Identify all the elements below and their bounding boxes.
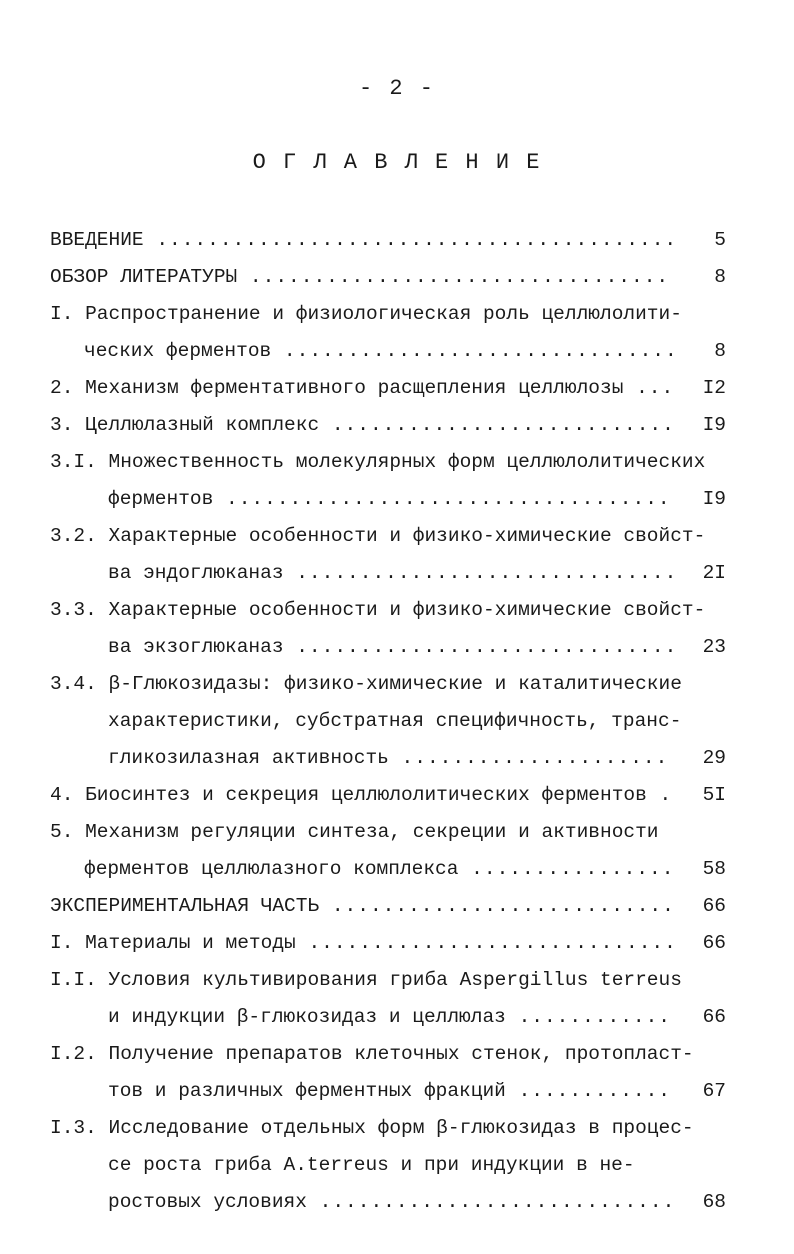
toc-page-number: 2I: [702, 562, 726, 584]
toc-entry: [50, 407, 726, 444]
toc-entry-text: и индукции β-глюкозидаз и целлюлаз .....: [108, 999, 672, 1036]
toc-entry: [50, 444, 726, 481]
toc-entry-text: 3.4. β-Глюкозидазы: физико-химические и каталитические: [50, 673, 682, 695]
toc-entry: [50, 740, 726, 777]
toc-entry: [50, 481, 726, 518]
toc-page-number: 23: [702, 636, 726, 658]
toc-entry: [50, 555, 726, 592]
toc-entry-text: ферментов целлюлазного комплекса .....: [84, 851, 672, 888]
toc-entry-text: ВВЕДЕНИЕ .....: [50, 222, 672, 259]
toc-entry: [50, 1184, 726, 1221]
toc-entry-text: ЭКСПЕРИМЕНТАЛЬНАЯ ЧАСТЬ .....: [50, 888, 672, 925]
toc-entry: [50, 1147, 726, 1184]
toc-page-number: I9: [702, 414, 726, 436]
toc-entry: [50, 592, 726, 629]
toc-page-number: 29: [702, 747, 726, 769]
toc-entry: [50, 666, 726, 703]
toc-entry-text: I. Материалы и методы .....: [50, 925, 672, 962]
toc-page-number: 5I: [702, 784, 726, 806]
toc-entry: [50, 962, 726, 999]
toc-entry-text: 4. Биосинтез и секреция целлюлолитических ферментов .....: [50, 777, 672, 814]
toc-entry-text: I.I. Условия культивирования гриба Aspergillus terreus: [50, 969, 682, 991]
toc-entry: [50, 777, 726, 814]
toc-page-number: 58: [702, 858, 726, 880]
toc-entry: [50, 222, 726, 259]
toc-entry-text: I. Распространение и физиологическая роль целлюлолити-: [50, 303, 682, 325]
toc-entry: [50, 1110, 726, 1147]
toc-entry: [50, 703, 726, 740]
toc-entry-text: тов и различных ферментных фракций .....: [108, 1073, 672, 1110]
toc-entry-text: ростовых условиях .....: [108, 1184, 672, 1221]
toc-entry-text: ва эндоглюканаз .....: [108, 555, 672, 592]
toc-entry-text: ческих ферментов .....: [84, 333, 672, 370]
toc-entry-text: 5. Механизм регуляции синтеза, секреции и активности: [50, 821, 659, 843]
toc-page-number: I9: [702, 488, 726, 510]
toc-page-number: 8: [714, 340, 726, 362]
toc-entry: [50, 925, 726, 962]
toc-entry: [50, 1073, 726, 1110]
toc-page-number: 67: [702, 1080, 726, 1102]
toc-page-number: 66: [702, 895, 726, 917]
toc-entry: [50, 370, 726, 407]
toc-entry: [50, 296, 726, 333]
toc-entry-text: I.3. Исследование отдельных форм β-глюкозидаз в процес-: [50, 1117, 694, 1139]
toc-page-number: 66: [702, 932, 726, 954]
toc-page-number: 66: [702, 1006, 726, 1028]
toc-page-number: 5: [714, 229, 726, 251]
toc-entry-text: 3.3. Характерные особенности и физико-химические свойст-: [50, 599, 706, 621]
toc-entry-text: 3.I. Множественность молекулярных форм целлюлолитических: [50, 451, 706, 473]
page-title: О Г Л А В Л Е Н И Е: [252, 150, 542, 175]
table-of-contents: [50, 222, 726, 1221]
toc-page-number: 68: [702, 1191, 726, 1213]
toc-entry: [50, 629, 726, 666]
toc-entry-text: 3. Целлюлазный комплекс .....: [50, 407, 672, 444]
toc-entry-text: гликозилазная активность .....: [108, 740, 672, 777]
toc-entry-text: 3.2. Характерные особенности и физико-химические свойст-: [50, 525, 706, 547]
toc-page-number: I2: [702, 377, 726, 399]
toc-entry: [50, 999, 726, 1036]
toc-entry: [50, 518, 726, 555]
toc-entry-text: ОБЗОР ЛИТЕРАТУРЫ .....: [50, 259, 672, 296]
toc-entry-text: ва экзоглюканаз .....: [108, 629, 672, 666]
toc-entry: [50, 259, 726, 296]
toc-entry-text: характеристики, субстратная специфичность, транс-: [108, 710, 682, 732]
toc-entry: [50, 1036, 726, 1073]
toc-page-number: 8: [714, 266, 726, 288]
toc-entry: [50, 333, 726, 370]
toc-entry: [50, 814, 726, 851]
toc-entry-text: 2. Механизм ферментативного расщепления целлюлозы .....: [50, 370, 672, 407]
page-number: - 2 -: [358, 76, 435, 101]
toc-entry: [50, 888, 726, 925]
toc-entry-text: се роста гриба A.terreus и при индукции в не-: [108, 1154, 635, 1176]
toc-entry-text: ферментов .....: [108, 481, 672, 518]
toc-entry-text: I.2. Получение препаратов клеточных стенок, протопласт-: [50, 1043, 694, 1065]
toc-entry: [50, 851, 726, 888]
